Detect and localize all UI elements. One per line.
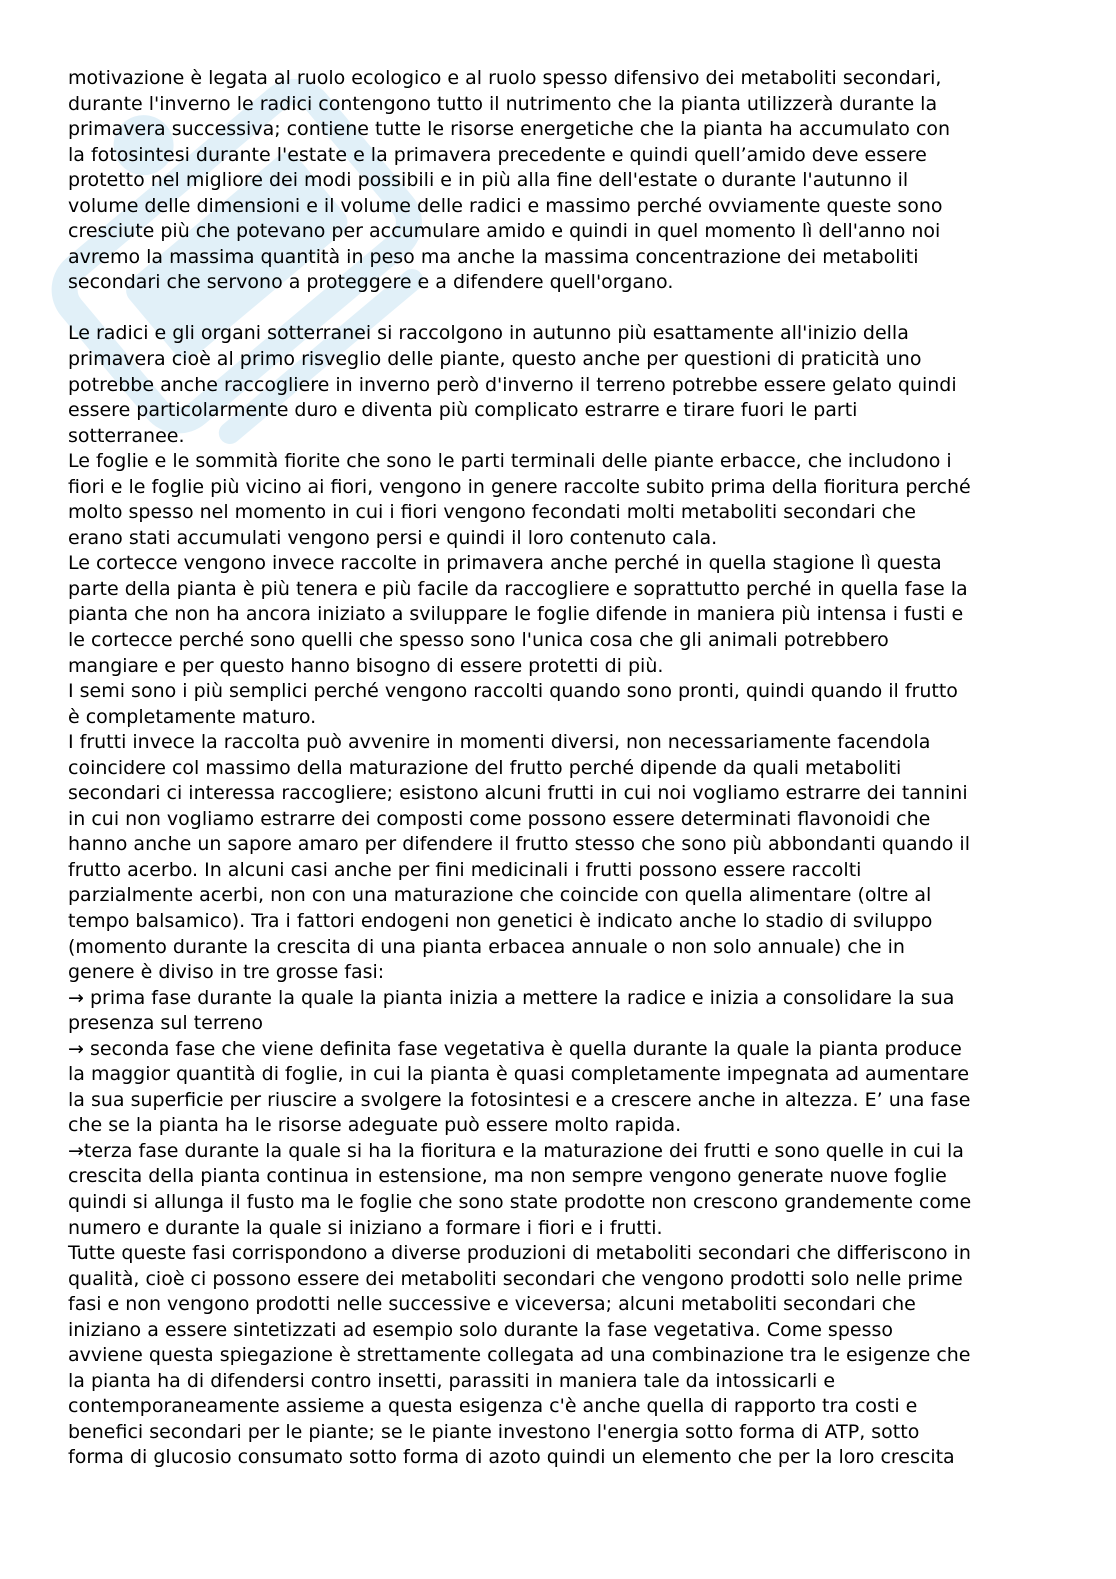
paragraph-leaves-harvest: Le foglie e le sommità fiorite che sono le parti terminali delle piante erbacce, che includono i fiori e le foglie più vicino ai fiori, vengono in genere raccolte subito prima della fioritura perché molto spesso nel momento in cui i fiori vengono fecondati molti metaboliti secondari che erano stati accumulati vengono persi e quindi il loro contenuto cala.	[68, 450, 971, 549]
paragraph-roots-harvest: Le radici e gli organi sotterranei si raccolgono in autunno più esattamente all'inizio della primavera cioè al primo risveglio delle piante, questo anche per questioni di praticità uno potrebbe anche raccogliere in inverno però d'inverno il terreno potrebbe essere gelato quindi essere particolarmente duro e diventa più complicato estrarre e tirare fuori le parti sotterranee.	[68, 322, 957, 447]
paragraph-bark-harvest: Le cortecce vengono invece raccolte in primavera anche perché in quella stagione lì questa parte della pianta è più tenera e più facile da raccogliere e soprattutto perché in quella fase la pianta che non ha ancora iniziato a sviluppare le foglie difende in maniera più intensa i fusti e le cortecce perché sono quelli che spesso sono l'unica cosa che gli animali potrebbero mangiare e per questo hanno bisogno di essere protetti di più.	[68, 552, 968, 677]
paragraph-fruits-harvest: I frutti invece la raccolta può avvenire in momenti diversi, non necessariamente facendola coincidere col massimo della maturazione del frutto perché dipende da quali metaboliti secondari ci interessa raccogliere; esistono alcuni frutti in cui noi vogliamo estrarre dei tannini in cui non vogliamo estrarre dei composti come possono essere determinati flavonoidi che hanno anche un sapore amaro per difendere il frutto stesso che sono più abbondanti quando il frutto acerbo. In alcuni casi anche per fini medicinali i frutti possono essere raccolti parzialmente acerbi, non con una maturazione che coincide con quella alimentare (oltre al tempo balsamico). Tra i fattori endogeni non genetici è indicato anche lo stadio di sviluppo (momento durante la crescita di una pianta erbacea annuale o non solo annuale) che in genere è diviso in tre grosse fasi:	[68, 731, 970, 984]
paragraph-phase-two: → seconda fase che viene definita fase vegetativa è quella durante la quale la pianta produce la maggior quantità di foglie, in cui la pianta è quasi completamente impegnata ad aumentare la sua superficie per riuscire a svolgere la fotosintesi e a crescere anche in altezza. E’ una fase che se la pianta ha le risorse adeguate può essere molto rapida.	[68, 1037, 971, 1137]
document-page	[68, 66, 1048, 1471]
paragraph-seeds-harvest: I semi sono i più semplici perché vengono raccolti quando sono pronti, quindi quando il frutto è completamente maturo.	[68, 680, 958, 728]
paragraph-spacer	[68, 296, 1048, 322]
paragraph-roots-winter: motivazione è legata al ruolo ecologico e al ruolo spesso difensivo dei metaboliti secondari, durante l'inverno le radici contengono tutto il nutrimento che la pianta utilizzerà durante la primavera successiva; contiene tutte le risorse energetiche che la pianta ha accumulato con la fotosintesi durante l'estate e la primavera precedente e quindi quell’amido deve essere protetto nel migliore dei modi possibili e in più alla fine dell'estate o durante l'autunno il volume delle dimensioni e il volume delle radici e massimo perché ovviamente queste sono cresciute più che potevano per accumulare amido e quindi in quel momento lì dell'anno noi avremo la massima quantità in peso ma anche la massima concentrazione dei metaboliti secondari che servono a proteggere e a difendere quell'organo.	[68, 67, 951, 294]
paragraph-phase-one: → prima fase durante la quale la pianta inizia a mettere la radice e inizia a consolidare la sua presenza sul terreno	[68, 986, 955, 1035]
paragraph-phase-three: →terza fase durante la quale si ha la fioritura e la maturazione dei frutti e sono quelle in cui la crescita della pianta continua in estensione, ma non sempre vengono generate nuove foglie quindi si allunga il fusto ma le foglie che sono state prodotte non crescono grandemente come numero e durante la quale si iniziano a formare i fiori e i frutti.	[68, 1139, 972, 1239]
paragraph-phases-summary: Tutte queste fasi corrispondono a diverse produzioni di metaboliti secondari che differiscono in qualità, cioè ci possono essere dei metaboliti secondari che vengono prodotti solo nelle prime fasi e non vengono prodotti nelle successive e viceversa; alcuni metaboliti secondari che iniziano a essere sintetizzati ad esempio solo durante la fase vegetativa. Come spesso avviene questa spiegazione è strettamente collegata ad una combinazione tra le esigenze che la pianta ha di difendersi contro insetti, parassiti in maniera tale da intossicarli e contemporaneamente assieme a questa esigenza c'è anche quella di rapporto tra costi e benefici secondari per le piante; se le piante investono l'energia sotto forma di ATP, sotto forma di glucosio consumato sotto forma di azoto quindi un elemento che per la loro crescita	[68, 1242, 971, 1469]
